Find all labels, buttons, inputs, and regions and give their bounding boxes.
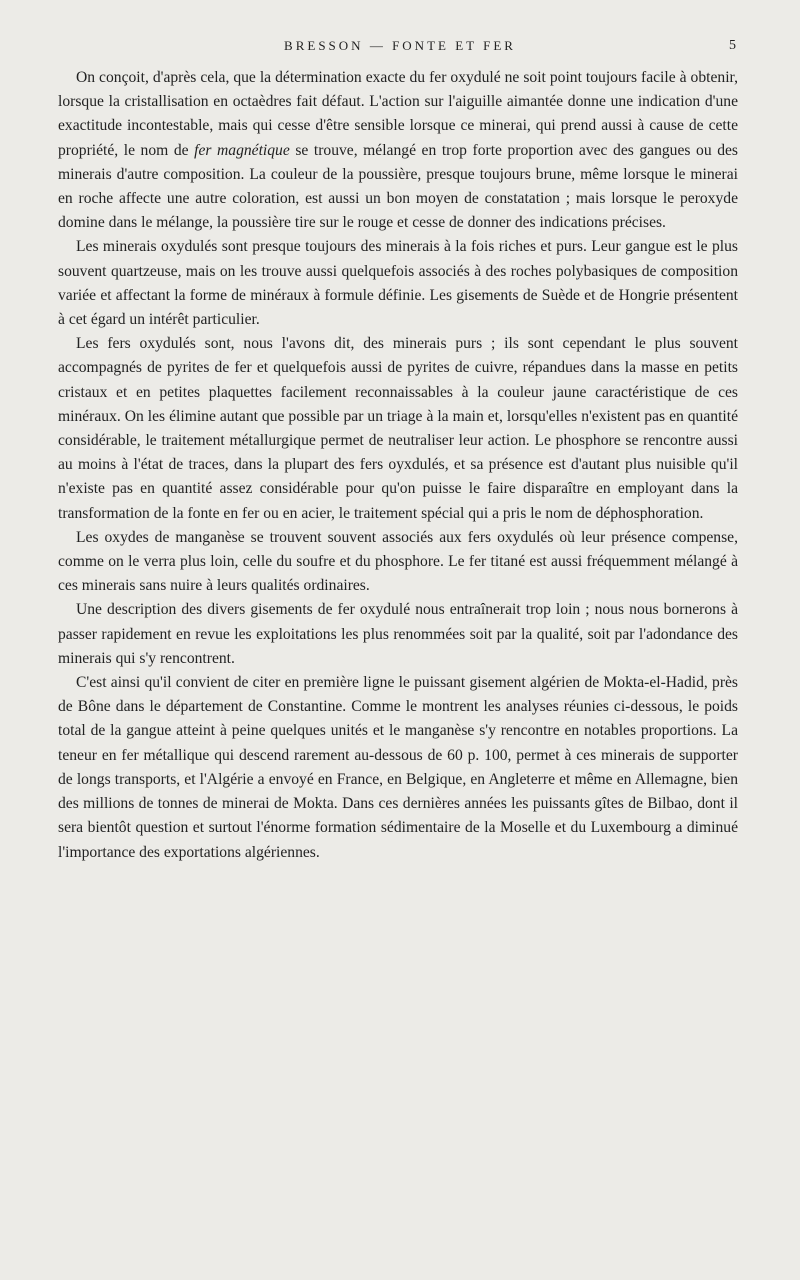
paragraph-1-part-1: On conçoit, d'après cela, que la détermination exacte du fer oxydulé ne soit point toujours facile à obtenir, lorsque la cristallisation en octaèdres fait défaut. L'action sur l'aiguille aimantée donne une indication d'une exactitude incontestable, mais qui cesse d'être sensible lorsque ce minerai, qui prend aussi à cause de cette propriété, le nom de: [58, 69, 738, 159]
paragraph-4: Les oxydes de manganèse se trouvent souvent associés aux fers oxydulés où leur présence compense, comme on le verra plus loin, celle du soufre et du phosphore. Le fer titané est aussi fréquemment mélangé à ces minerais sans nuire à leurs qualités ordinaires.: [58, 528, 738, 595]
body-text: [58, 66, 738, 865]
running-title: BRESSON — FONTE ET FER: [284, 38, 516, 53]
paragraph-5: Une description des divers gisements de fer oxydulé nous entraînerait trop loin ; nous nous bornerons à passer rapidement en revue les exploitations les plus renommées soit par la qualité, soit par l'adondance des minerais qui s'y rencontrent.: [58, 601, 738, 667]
running-head: [0, 36, 800, 56]
paragraph-3: Les fers oxydulés sont, nous l'avons dit, des minerais purs ; ils sont cependant le plus souvent accompagnés de pyrites de fer et quelquefois aussi de pyrites de cuivre, répandues dans la masse en petits cristaux et en petites plaquettes facilement reconnaissables à la couleur jaune caractéristique de ces minéraux. On les élimine autant que possible par un triage à la main et, lorsqu'elles n'existent pas en quantité considérable, le traitement métallurgique permet de neutraliser leur action. Le phosphore se rencontre aussi au moins à l'état de traces, dans la plupart des fers oyxdulés, et sa présence est d'autant plus nuisible qu'il n'existe pas en quantité assez considérable pour qu'on puisse le faire disparaître en employant dans la transformation de la fonte en fer ou en acier, le traitement spécial qui a pris le nom de déphosphoration.: [58, 335, 738, 522]
paragraph-1: [58, 66, 738, 235]
paragraph-6: C'est ainsi qu'il convient de citer en première ligne le puissant gisement algérien de Mokta-el-Hadid, près de Bône dans le département de Constantine. Comme le montrent les analyses réunies ci-dessous, le poids total de la gangue atteint à peine quelques unités et le manganèse s'y rencontre en notables proportions. La teneur en fer métallique qui descend rarement au-dessous de 60 p. 100, permet à ces minerais de supporter de longs transports, et l'Algérie a envoyé en France, en Belgique, en Angleterre et même en Allemagne, bien des millions de tonnes de minerai de Mokta. Dans ces dernières années les puissants gîtes de Bilbao, dont il sera bientôt question et surtout l'énorme formation sédimentaire de la Moselle et du Luxembourg a diminué l'importance des exportations algériennes.: [58, 674, 738, 861]
italic-term: fer magnétique: [194, 141, 290, 159]
paragraph-1-part-2: se trouve, mélangé en trop forte proportion avec des gangues ou des minerais d'autre composition. La couleur de la poussière, presque toujours brune, même lorsque le minerai en roche affecte une autre coloration, est aussi un bon moyen de constatation ; mais lorsque le peroxyde domine dans le mélange, la poussière tire sur le rouge et cesse de donner des indications précises.: [58, 141, 738, 232]
page-number: 5: [729, 38, 736, 53]
paragraph-2: Les minerais oxydulés sont presque toujours des minerais à la fois riches et purs. Leur gangue est le plus souvent quartzeuse, mais on les trouve aussi quelquefois associés à des roches polybasiques de composition variée et affectant la forme de minéraux à formule définie. Les gisements de Suède et de Hongrie présentent à cet égard un intérêt particulier.: [58, 238, 738, 329]
